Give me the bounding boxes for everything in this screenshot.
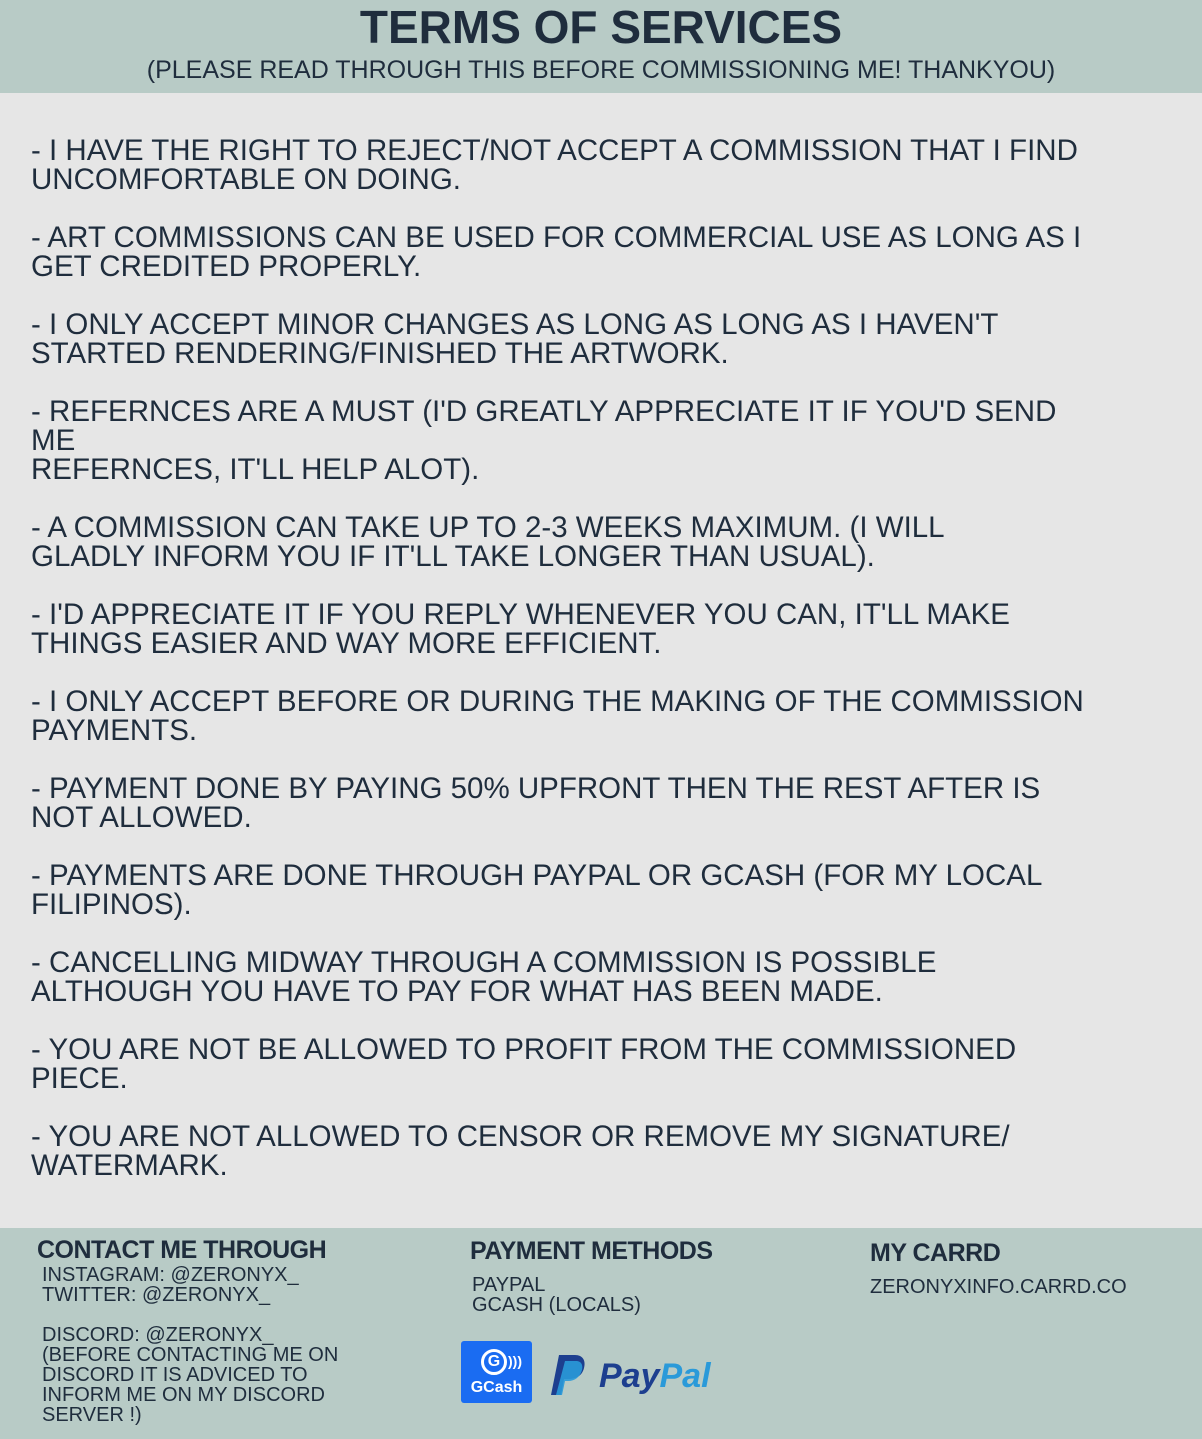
page-subtitle: (PLEASE READ THROUGH THIS BEFORE COMMISSIONING ME! THANKYOU) [146, 56, 1056, 84]
page-title: TERMS OF SERVICES [359, 1, 843, 53]
payment-heading: PAYMENT METHODS [470, 1237, 713, 1265]
term-item: - I'D APPRECIATE IT IF YOU REPLY WHENEVER YOU CAN, IT'LL MAKE THINGS EASIER AND WAY MORE EFFICIENT. [31, 598, 1010, 660]
term-item: - YOU ARE NOT BE ALLOWED TO PROFIT FROM THE COMMISSIONED PIECE. [31, 1033, 1017, 1095]
payment-methods-list: PAYPAL GCASH (LOCALS) [472, 1274, 641, 1316]
paypal-p-icon [549, 1353, 587, 1397]
contact-heading: CONTACT ME THROUGH [37, 1236, 327, 1264]
footer-band [0, 1228, 1202, 1439]
term-item: - I ONLY ACCEPT MINOR CHANGES AS LONG AS LONG AS I HAVEN'T STARTED RENDERING/FINISHED THE ARTWORK. [31, 308, 999, 370]
paypal-wordmark [599, 1356, 711, 1396]
paypal-wordmark-pal: Pal [659, 1357, 711, 1395]
contact-details: INSTAGRAM: @ZERONYX_ TWITTER: @ZERONYX_ DISCORD: @ZERONYX_ (BEFORE CONTACTING ME ON DISCORD IT IS ADVICED TO INFORM ME ON MY DISCORD SERVER !) [42, 1264, 339, 1426]
term-item: - A COMMISSION CAN TAKE UP TO 2-3 WEEKS MAXIMUM. (I WILL GLADLY INFORM YOU IF IT'LL TAKE LONGER THAN USUAL). [31, 511, 945, 573]
carrd-heading: MY CARRD [870, 1239, 1001, 1267]
gcash-wave-icon: ))) [508, 1353, 522, 1369]
term-item: - PAYMENTS ARE DONE THROUGH PAYPAL OR GCASH (FOR MY LOCAL FILIPINOS). [31, 859, 1043, 921]
term-item: - CANCELLING MIDWAY THROUGH A COMMISSION IS POSSIBLE ALTHOUGH YOU HAVE TO PAY FOR WHAT HAS BEEN MADE. [31, 946, 937, 1008]
gcash-logo [461, 1341, 532, 1403]
term-item: - I ONLY ACCEPT BEFORE OR DURING THE MAKING OF THE COMMISSION PAYMENTS. [31, 685, 1084, 747]
carrd-url: ZERONYXINFO.CARRD.CO [870, 1276, 1127, 1298]
term-item: - I HAVE THE RIGHT TO REJECT/NOT ACCEPT A COMMISSION THAT I FIND UNCOMFORTABLE ON DOING. [31, 134, 1078, 196]
term-item: - PAYMENT DONE BY PAYING 50% UPFRONT THEN THE REST AFTER IS NOT ALLOWED. [31, 772, 1041, 834]
paypal-logo [549, 1353, 729, 1399]
gcash-logo-label: GCash [470, 1379, 523, 1396]
term-item: - YOU ARE NOT ALLOWED TO CENSOR OR REMOVE MY SIGNATURE/ WATERMARK. [31, 1120, 1010, 1182]
header-band [0, 0, 1202, 93]
term-item: - REFERNCES ARE A MUST (I'D GREATLY APPRECIATE IT IF YOU'D SEND ME REFERNCES, IT'LL HELP ALOT). [31, 395, 1057, 486]
paypal-wordmark-pay: Pay [599, 1357, 660, 1395]
terms-list [31, 136, 1171, 1209]
term-item: - ART COMMISSIONS CAN BE USED FOR COMMERCIAL USE AS LONG AS I GET CREDITED PROPERLY. [31, 221, 1082, 283]
gcash-g-icon: G [481, 1349, 507, 1375]
